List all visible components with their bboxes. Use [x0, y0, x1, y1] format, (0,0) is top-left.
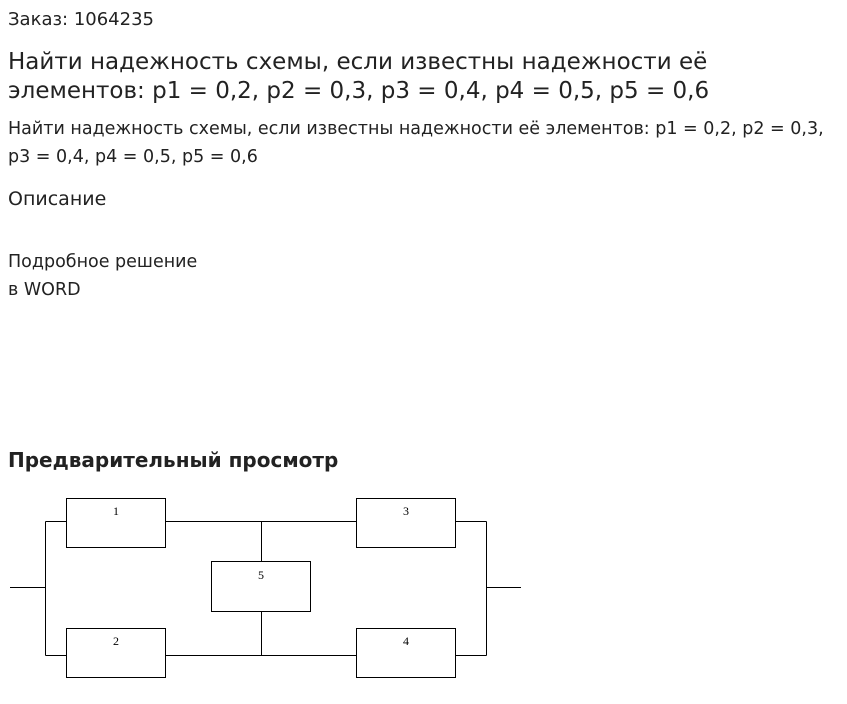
element-2-label: 2: [113, 634, 119, 648]
description-line: Подробное решение: [8, 252, 198, 272]
description-heading: Описание: [8, 188, 107, 210]
order-number: Заказ: 1064235: [8, 9, 154, 30]
description-body: [8, 248, 197, 304]
preview-heading: Предварительный просмотр: [8, 448, 339, 472]
reliability-circuit-diagram: [0, 490, 540, 690]
element-5-label: 5: [258, 568, 264, 582]
element-1-label: 1: [113, 504, 119, 518]
description-line: в WORD: [8, 280, 81, 300]
element-3-label: 3: [403, 504, 409, 518]
element-4-label: 4: [403, 634, 409, 648]
page-title: Найти надежность схемы, если известны надежности её элементов: p1 = 0,2, p2 = 0,3, p3 = 0,4, p4 = 0,5, p5 = 0,6: [8, 49, 710, 104]
problem-text: Найти надежность схемы, если известны надежности её элементов: p1 = 0,2, p2 = 0,3, p3 = 0,4, p4 = 0,5, p5 = 0,6: [8, 119, 824, 167]
